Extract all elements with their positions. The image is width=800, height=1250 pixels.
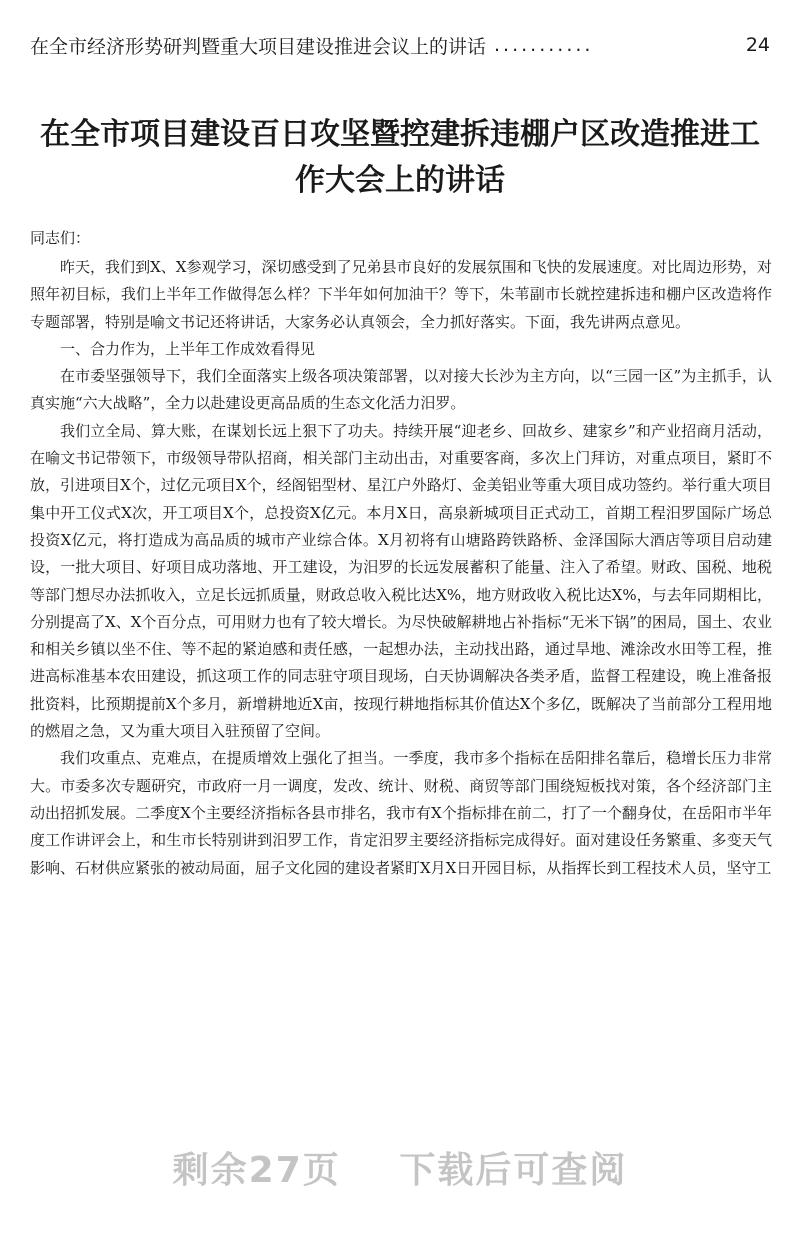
section-heading: 一、合力作为，上半年工作成效看得见: [60, 339, 316, 358]
paragraph-intro: 昨天，我们到X、X参观学习，深切感受到了兄弟县市良好的发展氛围和飞快的发展速度。对比周边形势，对照年初目标，我们上半年工作做得怎么样？下半年如何加油干？等下，朱苇副市长就控建拆违和棚户区改造将作专题部署，特别是喻文书记还将讲话，大家务必认真领会，全力抓好落实。下面，我先讲两点意见。: [30, 258, 772, 331]
paragraph: 我们立全局、算大账，在谋划长远上狠下了功夫。持续开展“迎老乡、回故乡、建家乡”和产业招商月活动，在喻文书记带领下，市级领导带队招商，相关部门主动出击，对重要客商，多次上门拜访，对重点项目，紧盯不放，引进项目X个，过亿元项目X个，经阁铝型材、星江户外路灯、金美铝业等重大项目成功签约。举行重大项目集中开工仪式X次，开工项目X个，总投资X亿元。本月X日，高泉新城项目正式动工，首期工程汨罗国际广场总投资X亿元，将打造成为高品质的城市产业综合体。X月初将有山塘路跨铁路桥、金泽国际大酒店等项目启动建设，一批大项目、好项目成功落地、开工建设，为汨罗的长远发展蓄积了能量、注入了希望。财政、国税、地税等部门想尽办法抓收入，立足长远抓质量，财政总收入税比达X%，地方财政收入税比达X%，与去年同期相比，分别提高了X、X个百分点，可用财力也有了较大增长。为尽快破解耕地占补指标“无米下锅”的困局，国土、农业和相关乡镇以坐不住、等不起的紧迫感和责任感，一起想办法，主动找出路，通过旱地、滩涂改水田等工程，推进高标准基本农田建设，抓这项工作的同志驻守项目现场，白天协调解决各类矛盾，监督工程建设，晚上准备报批资料，比预期提前X个多月，新增耕地近X亩，按现行耕地指标其价值达X个多亿，既解决了当前部分工程用地的燃眉之急，又为重大项目入驻预留了空间。: [30, 421, 772, 741]
greeting: 同志们：: [30, 229, 91, 247]
toc-leader-dots: ...........: [494, 34, 594, 56]
download-to-view-label: 下载后可查阅: [399, 1150, 628, 1191]
paragraph: 我们攻重点、克难点，在提质增效上强化了担当。一季度，我市多个指标在岳阳排名靠后，稳增长压力非常大。市委多次专题研究，市政府一月一调度，发改、统计、财税、商贸等部门围绕短板找对策，各个经济部门主动出招抓发展。二季度X个主要经济指标各县市排名，我市有X个指标排在前二，打了一个翻身仗，在岳阳市半年度工作讲评会上，和生市长特别讲到汨罗工作，肯定汨罗主要经济指标完成得好。面对建设任务繁重、多变天气影响、石材供应紧张的被动局面，屈子文化园的建设者紧盯X月X日开园目标，从指挥长到工程技术人员，坚守工: [30, 749, 772, 877]
toc-entry[interactable]: [30, 30, 770, 60]
document-body: [30, 254, 772, 882]
paragraph: 在市委坚强领导下，我们全面落实上级各项决策部署，以对接大长沙为主方向，以“三园一区”为主抓手，认真实施“六大战略”，全力以赴建设更高品质的生态文化活力汨罗。: [30, 367, 772, 413]
toc-entry-title: 在全市经济形势研判暨重大项目建设推进会议上的讲话: [30, 35, 487, 58]
download-prompt-banner[interactable]: [0, 1142, 800, 1193]
document-title: 在全市项目建设百日攻坚暨控建拆违棚户区改造推进工作大会上的讲话: [40, 117, 760, 198]
toc-page-number: 24: [745, 34, 770, 56]
remaining-pages-label: 剩余27页: [172, 1150, 341, 1191]
